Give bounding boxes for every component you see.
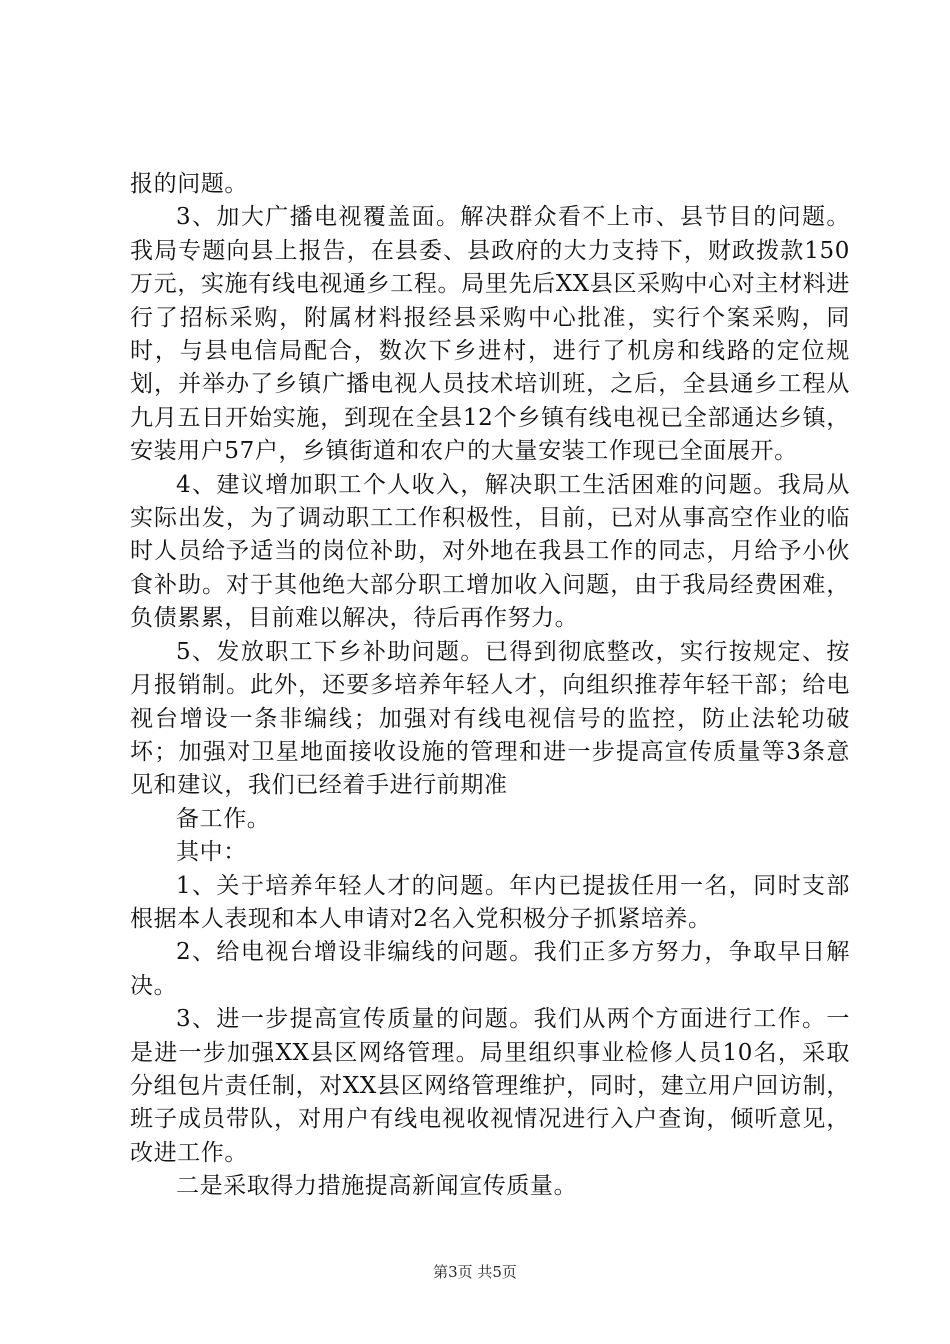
paragraph-item-3-coverage: 3、加大广播电视覆盖面。解决群众看不上市、县节目的问题。我局专题向县上报告，在县委、县政府的大力支持下，财政拨款150万元，实施有线电视通乡工程。局里先后XX县区采购中心对主材料进行了招标采购，附属材料报经县采购中心批准，实行个案采购，同时，与县电信局配合，数次下乡进村，进行了机房和线路的定位规划，并举办了乡镇广播电视人员技术培训班，之后，全县通乡工程从九月五日开始实施，到现在全县12个乡镇有线电视已全部通达乡镇，安装用户57户，乡镇街道和农户的大量安装工作现已全面展开。 [130, 204, 850, 465]
paragraph-sub-1-talent: 1、关于培养年轻人才的问题。年内已提拔任用一名，同时支部根据本人表现和本人申请对2名入党积极分子抓紧培养。 [130, 872, 850, 932]
body-text [130, 168, 850, 1204]
page-footer: 第3页 共5页 [433, 1263, 517, 1281]
paragraph-preparation: 备工作。 [176, 805, 271, 832]
paragraph-second-measure: 二是采取得力措施提高新闻宣传质量。 [176, 1173, 578, 1200]
paragraph-continuation: 报的问题。 [130, 171, 248, 197]
paragraph-sub-3-publicity: 3、进一步提高宣传质量的问题。我们从两个方面进行工作。一是进一步加强XX县区网络管理。局里组织事业检修人员10名，采取分组包片责任制，对XX县区网络管理维护，同时，建立用户回访制，班子成员带队，对用户有线电视收视情况进行入户查询，倾听意见，改进工作。 [130, 1006, 850, 1166]
paragraph-item-4-income: 4、建议增加职工个人收入，解决职工生活困难的问题。我局从实际出发，为了调动职工工作积极性，目前，已对从事高空作业的临时人员给予适当的岗位补助，对外地在我县工作的同志，月给予小伙食补助。对于其他绝大部分职工增加收入问题，由于我局经费困难，负债累累，目前难以解决，待后再作努力。 [130, 471, 850, 632]
paragraph-sub-2-editing-line: 2、给电视台增设非编线的问题。我们正多方努力，争取早日解决。 [130, 939, 850, 999]
paragraph-among-them: 其中： [176, 839, 247, 866]
paragraph-item-5-subsidy: 5、发放职工下乡补助问题。已得到彻底整改，实行按规定、按月报销制。此外，还要多培养年轻人才，向组织推荐年轻干部；给电视台增设一条非编线；加强对有线电视信号的监控，防止法轮功破坏；加强对卫星地面接收设施的管理和进一步提高宣传质量等3条意见和建议，我们已经着手进行前期准 [130, 638, 850, 799]
